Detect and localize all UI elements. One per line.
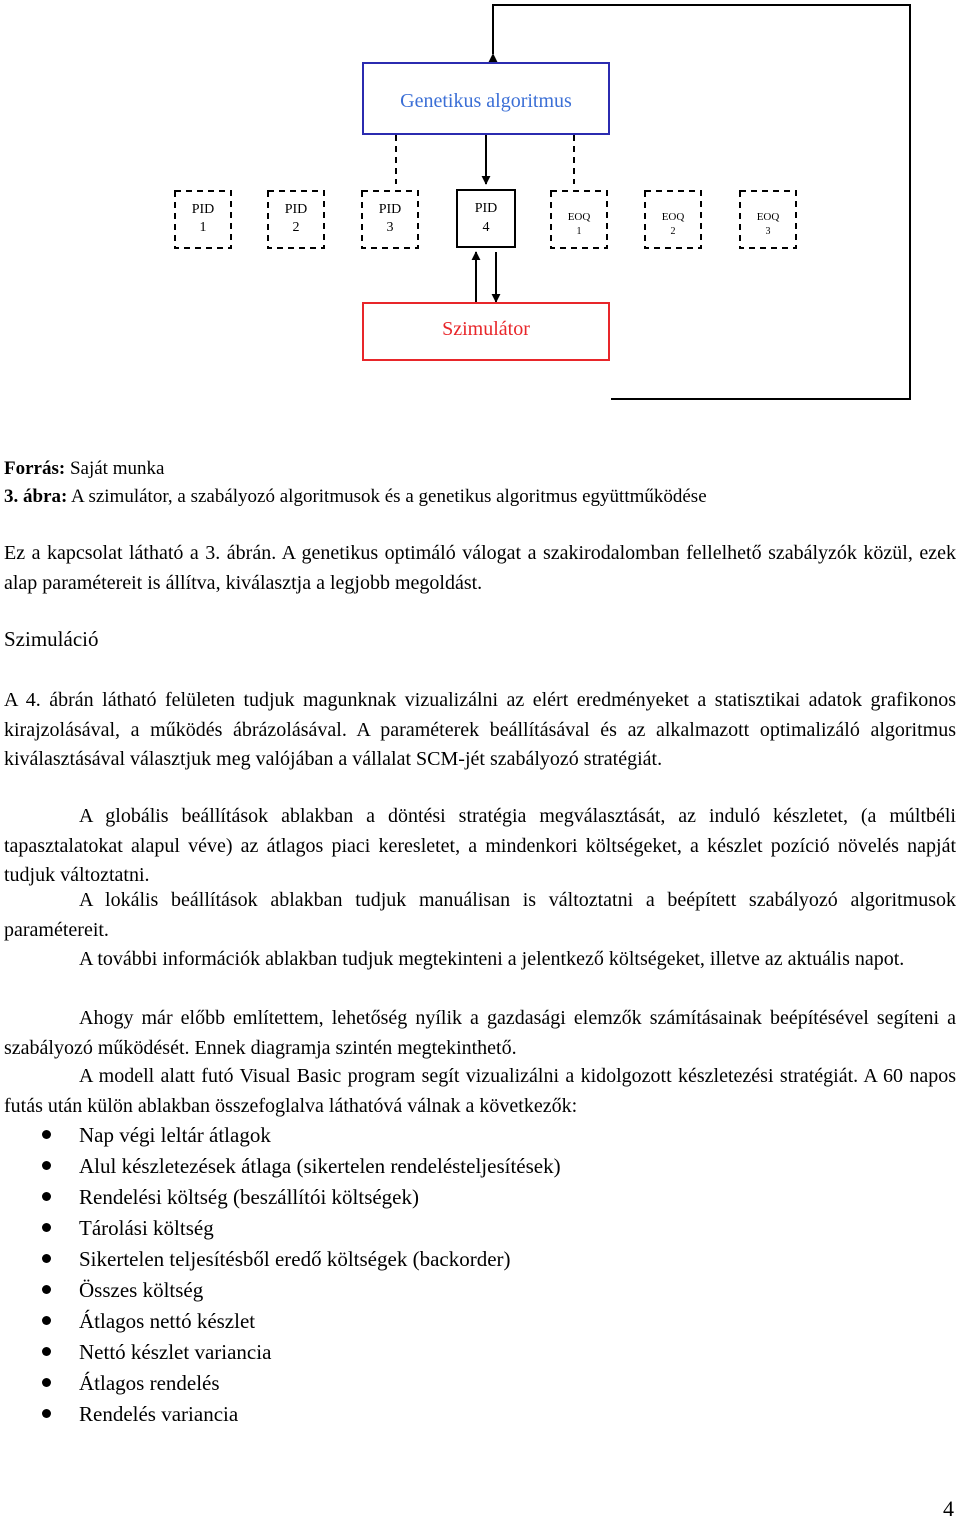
caption-label: 3. ábra: bbox=[4, 486, 68, 507]
svg-text:PID: PID bbox=[378, 202, 402, 217]
svg-text:PID: PID bbox=[191, 202, 215, 217]
controller-eoq-2 bbox=[645, 191, 701, 248]
bullet-icon bbox=[42, 1192, 51, 1201]
bullet-icon bbox=[42, 1409, 51, 1418]
controller-pid-2 bbox=[268, 191, 324, 248]
list-item: Rendelési költség (beszállítói költségek) bbox=[0, 1182, 561, 1213]
paragraph-7: A modell alatt futó Visual Basic program segít vizualizálni a kidolgozott készletezési stratégiát. A 60 napos futás után külön ablakban összefoglalva láthatóvá válnak a következők: bbox=[4, 1065, 956, 1117]
section-heading: Szimuláció bbox=[4, 627, 99, 651]
bullet-icon bbox=[42, 1254, 51, 1263]
controller-pid-4 bbox=[457, 190, 515, 247]
svg-text:1: 1 bbox=[576, 226, 582, 237]
paragraph-2: A 4. ábrán látható felületen tudjuk magunknak vizualizálni az elért eredményeket a statisztikai adatok grafikonos kirajzolásával, a működés ábrázolásával. A paraméterek beállításával és az alkalmazott optimalizáló algoritmus kiválasztásával választjuk meg valójában a vállalat SCM-jét szabályozó stratégiát. bbox=[4, 689, 956, 771]
svg-text:EOQ: EOQ bbox=[756, 211, 780, 223]
paragraph-3: A globális beállítások ablakban a döntési stratégia megválasztását, az induló készletet, (a múltbéli tapasztalatokat alapul véve) az átlagos piaci keresletet, a mindenkori költségeket, a készlet pozíció növelés napját tudjuk változtatni. bbox=[4, 805, 956, 887]
list-item: Átlagos rendelés bbox=[0, 1368, 561, 1399]
controller-pid-3 bbox=[362, 191, 418, 248]
list-item: Alul készletezések átlaga (sikertelen rendelésteljesítések) bbox=[0, 1151, 561, 1182]
source-value: Saját munka bbox=[69, 458, 165, 479]
page-number: 4 bbox=[943, 1496, 954, 1521]
list-item: Nap végi leltár átlagok bbox=[0, 1120, 561, 1151]
list-item: Átlagos nettó készlet bbox=[0, 1306, 561, 1337]
paragraph-5: A további információk ablakban tudjuk megtekinteni a jelentkező költségeket, illetve az aktuális napot. bbox=[79, 948, 905, 970]
controller-eoq-3 bbox=[740, 191, 796, 248]
paragraph-1: Ez a kapcsolat látható a 3. ábrán. A genetikus optimáló válogat a szakirodalomban fellelhető szabályzók közül, ezek alap paramétereit is állítva, kiválasztja a legjobb megoldást. bbox=[4, 542, 956, 594]
list-item: Összes költség bbox=[0, 1275, 561, 1306]
svg-text:EOQ: EOQ bbox=[567, 211, 591, 223]
svg-text:2: 2 bbox=[670, 226, 676, 237]
list-item: Sikertelen teljesítésből eredő költségek (backorder) bbox=[0, 1244, 561, 1275]
source-label: Forrás: bbox=[4, 458, 66, 479]
genetic-algorithm-label: Genetikus algoritmus bbox=[400, 90, 572, 112]
svg-text:3: 3 bbox=[765, 226, 771, 237]
svg-text:3: 3 bbox=[386, 220, 394, 235]
bullet-icon bbox=[42, 1378, 51, 1387]
bullet-icon bbox=[42, 1130, 51, 1139]
results-list bbox=[0, 1120, 561, 1430]
controller-pid-1 bbox=[175, 191, 231, 248]
list-item: Rendelés variancia bbox=[0, 1399, 561, 1430]
caption-text: A szimulátor, a szabályozó algoritmusok és a genetikus algoritmus együttműködése bbox=[71, 486, 707, 507]
bullet-icon bbox=[42, 1161, 51, 1170]
simulator-label: Szimulátor bbox=[442, 318, 530, 340]
paragraph-6: Ahogy már előbb említettem, lehetőség nyílik a gazdasági elemzők számításainak beépítésével segíteni a szabályozó működését. Ennek diagramja szintén megtekinthető. bbox=[4, 1007, 956, 1059]
list-item: Tárolási költség bbox=[0, 1213, 561, 1244]
figure-caption-block bbox=[4, 455, 956, 511]
svg-text:EOQ: EOQ bbox=[661, 211, 685, 223]
controller-eoq-1 bbox=[551, 191, 607, 248]
bullet-icon bbox=[42, 1316, 51, 1325]
bullet-icon bbox=[42, 1285, 51, 1294]
caption-line bbox=[4, 483, 956, 511]
svg-text:1: 1 bbox=[199, 220, 207, 235]
system-diagram bbox=[0, 0, 960, 410]
svg-text:PID: PID bbox=[284, 202, 308, 217]
source-line bbox=[4, 455, 956, 483]
bullet-icon bbox=[42, 1347, 51, 1356]
svg-text:PID: PID bbox=[474, 201, 498, 216]
paragraph-4: A lokális beállítások ablakban tudjuk manuálisan is változtatni a beépített szabályozó algoritmusok paramétereit. bbox=[4, 889, 956, 941]
bullet-icon bbox=[42, 1223, 51, 1232]
svg-text:4: 4 bbox=[482, 220, 490, 235]
svg-text:2: 2 bbox=[292, 220, 300, 235]
list-item: Nettó készlet variancia bbox=[0, 1337, 561, 1368]
